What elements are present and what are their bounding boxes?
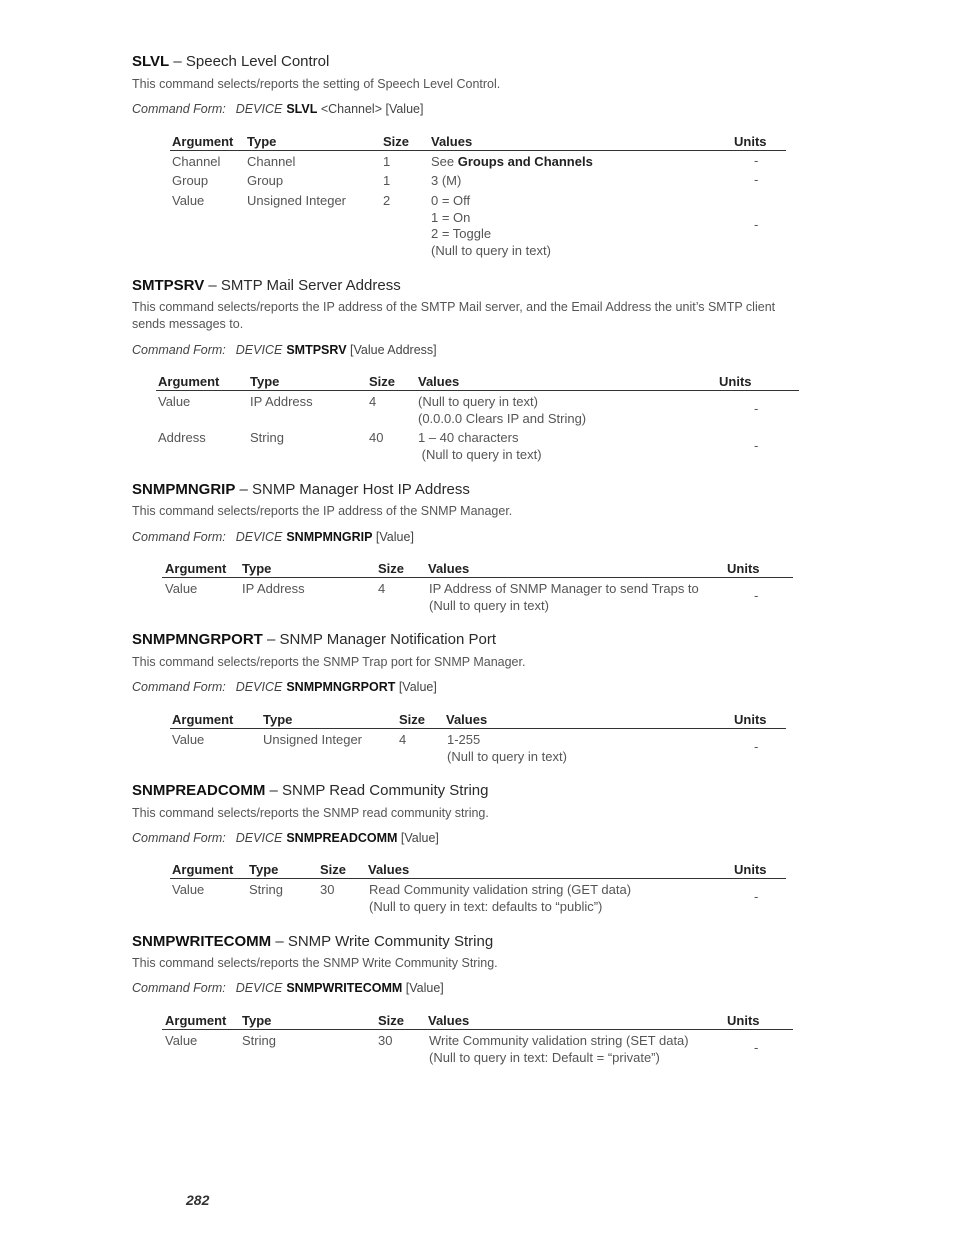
- argument-table: Argument Type Size Values Units Value String 30 Read Community validation string (GET data) (Null to query in text: defaults to “public”) -: [170, 860, 786, 920]
- table-header: Argument Type Size Values Units: [156, 372, 799, 391]
- table-header: Argument Type Size Values Units: [162, 1011, 793, 1030]
- command-form: Command Form: DEVICE SNMPWRITECOMM [Value]: [132, 981, 444, 995]
- argument-table: Argument Type Size Values Units Value String 30 Write Community validation string (SET data) (Null to query in text: Default = “private”) -: [162, 1011, 793, 1071]
- argument-table: Argument Type Size Values Units Value IP Address 4 (Null to query in text) (0.0.0.0 Clears IP and String) - Address String 40 1 – 40 characters (Null to query in text) -: [156, 372, 799, 467]
- command-form: Command Form: DEVICE SNMPREADCOMM [Value]: [132, 831, 439, 845]
- page-number: 282: [186, 1192, 210, 1208]
- section-title: SNMPMNGRIP – SNMP Manager Host IP Address: [132, 481, 470, 498]
- command-form: Command Form: DEVICE SMTPSRV [Value Address]: [132, 343, 437, 357]
- argument-table: Argument Type Size Values Units Channel Channel 1 See Groups and Channels - Group Group 1 3 (M) - Value Unsigned Integer 2 0 = Off 1 = On 2 = Toggle (Null to query in text) -: [170, 132, 786, 262]
- section-description: This command selects/reports the SNMP Write Community String.: [132, 956, 498, 970]
- section-description: This command selects/reports the SNMP read community string.: [132, 806, 489, 820]
- table-header: Argument Type Size Values Units: [170, 132, 786, 151]
- section-title: SNMPREADCOMM – SNMP Read Community String: [132, 782, 489, 799]
- table-header: Argument Type Size Values Units: [170, 860, 786, 879]
- section-title: SNMPMNGRPORT – SNMP Manager Notification Port: [132, 631, 497, 648]
- table-header: Argument Type Size Values Units: [162, 559, 793, 578]
- section-title: SMTPSRV – SMTP Mail Server Address: [132, 277, 401, 294]
- section-title: SNMPWRITECOMM – SNMP Write Community String: [132, 933, 494, 950]
- section-description: This command selects/reports the IP address of the SNMP Manager.: [132, 504, 513, 518]
- command-form: Command Form: DEVICE SLVL <Channel> [Value]: [132, 102, 424, 116]
- argument-table: Argument Type Size Values Units Value IP Address 4 IP Address of SNMP Manager to send Traps to (Null to query in text) -: [162, 559, 793, 619]
- command-form: Command Form: DEVICE SNMPMNGRPORT [Value]: [132, 680, 437, 694]
- command-form: Command Form: DEVICE SNMPMNGRIP [Value]: [132, 530, 414, 544]
- section-description: This command selects/reports the setting of Speech Level Control.: [132, 77, 501, 91]
- argument-table: Argument Type Size Values Units Value Unsigned Integer 4 1-255 (Null to query in text) -: [170, 710, 786, 770]
- table-header: Argument Type Size Values Units: [170, 710, 786, 729]
- section-description: This command selects/reports the SNMP Trap port for SNMP Manager.: [132, 655, 526, 669]
- section-title: SLVL – Speech Level Control: [132, 53, 330, 70]
- section-description: This command selects/reports the IP address of the SMTP Mail server, and the Email Address the unit’s SMTP client sends messages to.: [132, 300, 776, 331]
